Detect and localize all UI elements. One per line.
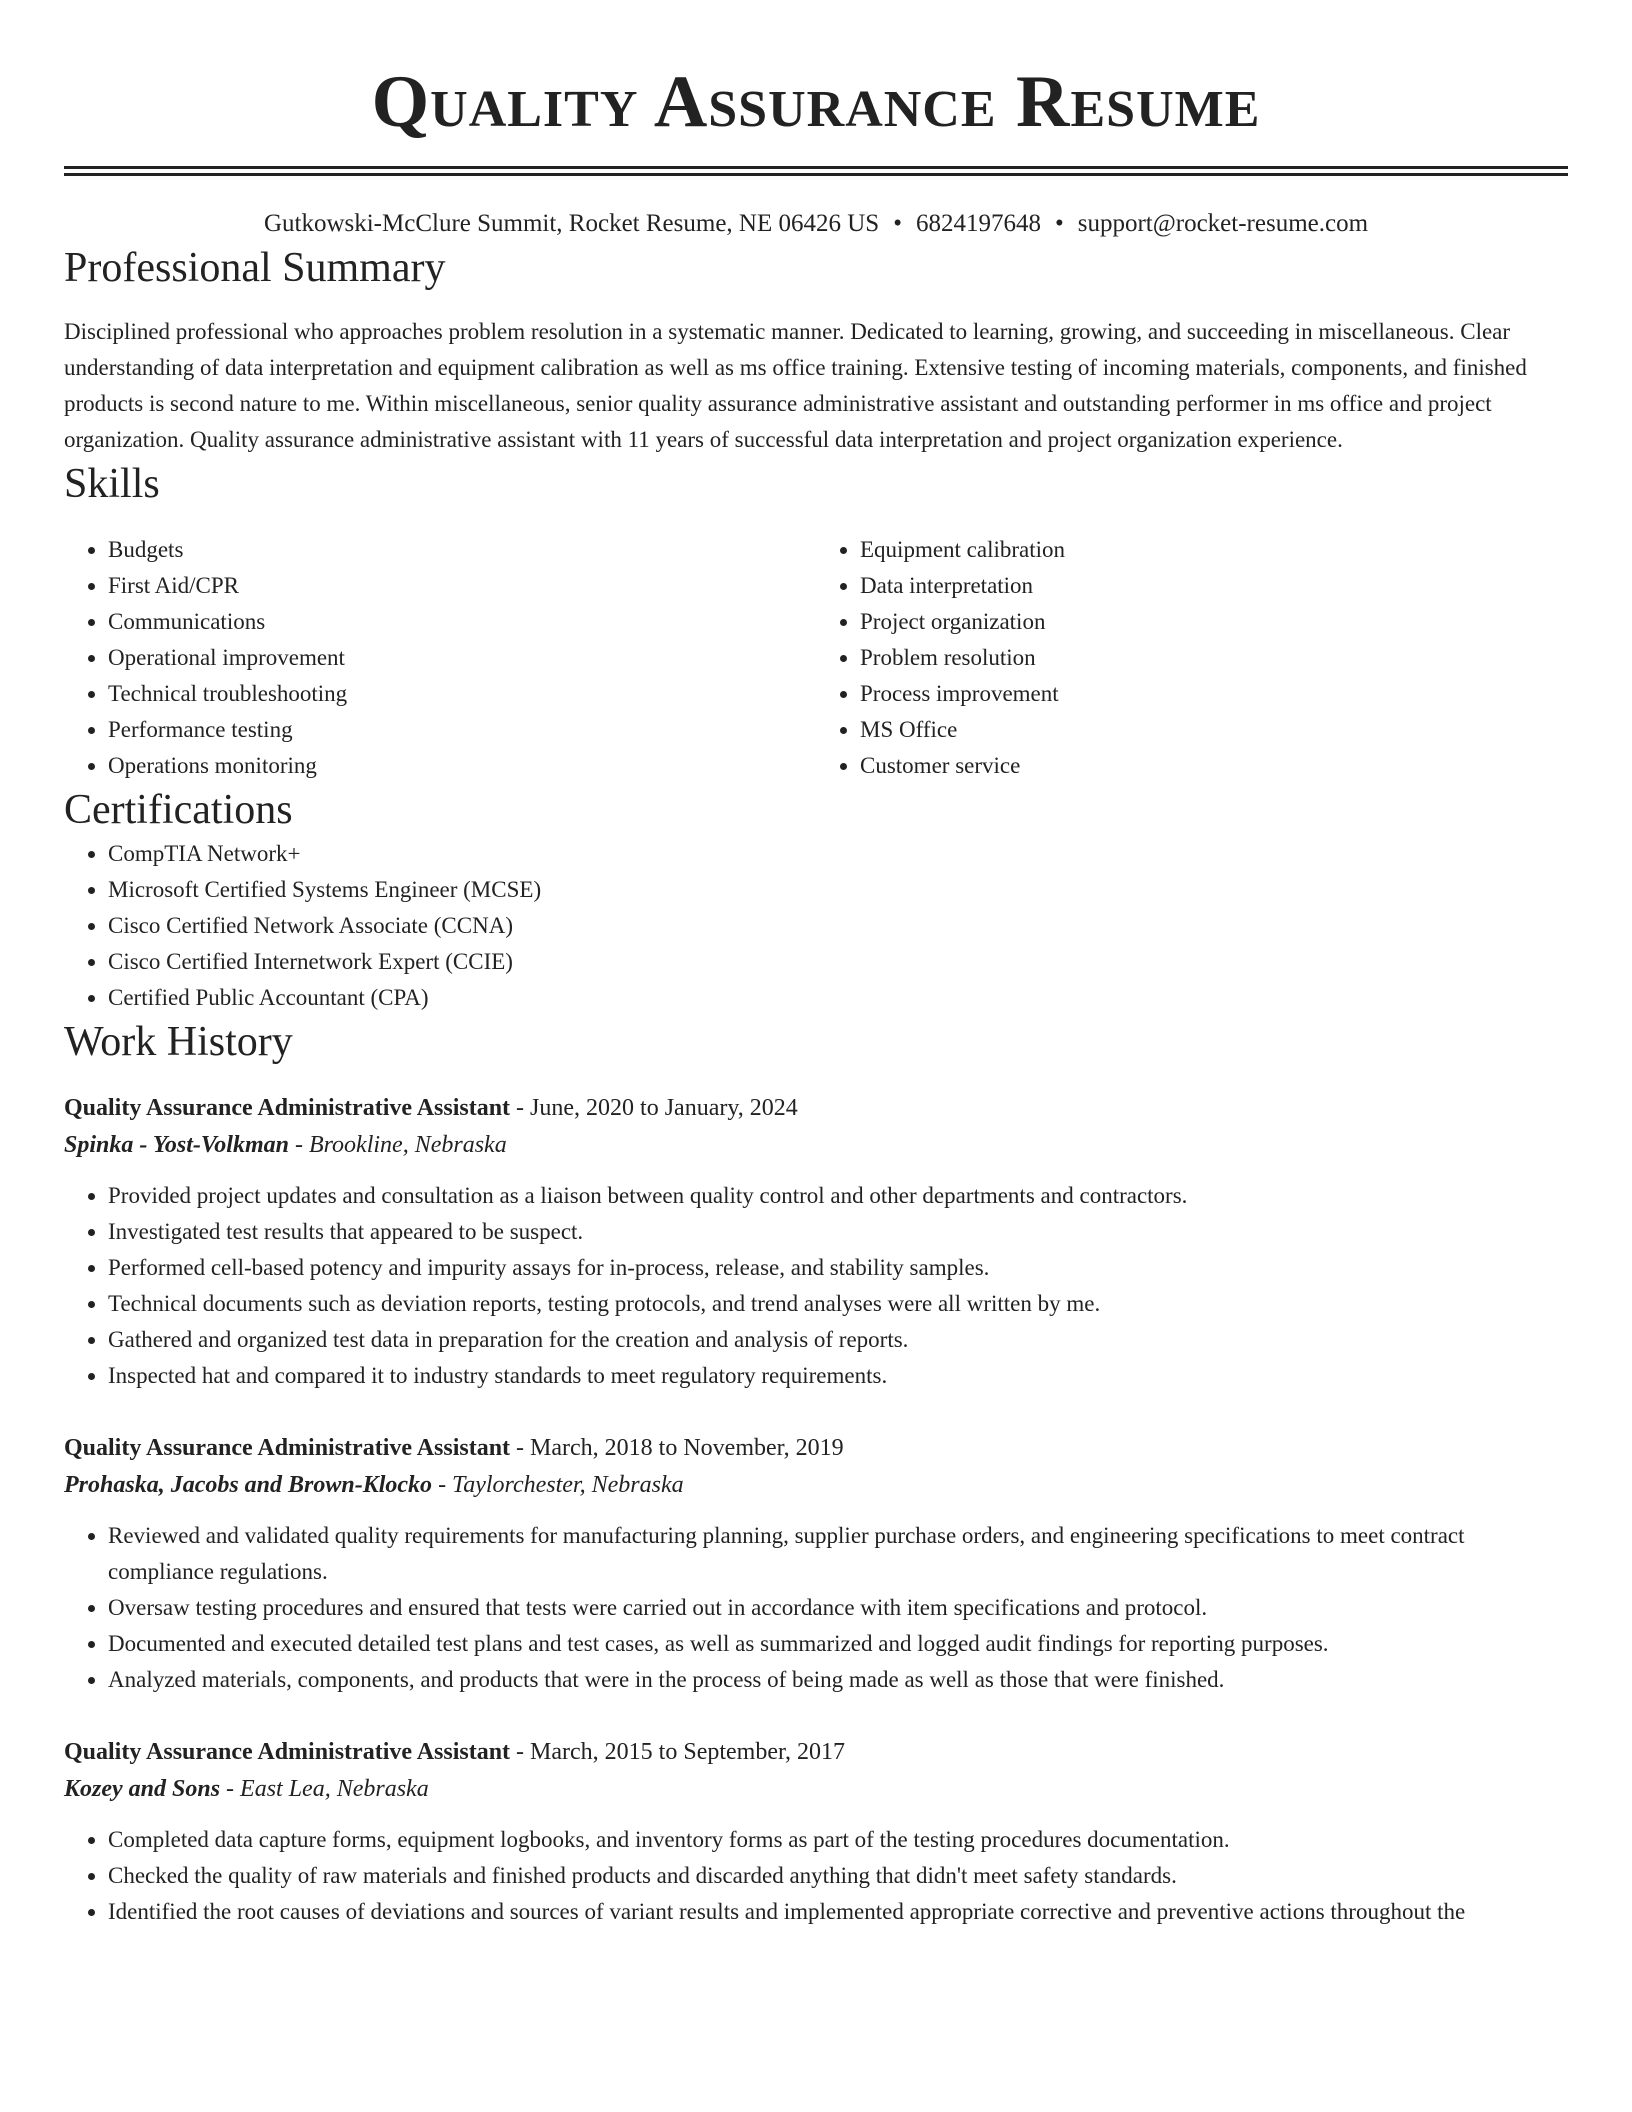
contact-email: support@rocket-resume.com [1077,210,1369,237]
page-title: Quality Assurance Resume [371,61,1261,143]
job-duty: • Inspected hat and compared it to industry standards to meet regulatory requirements. [108,1358,1568,1394]
skill-item: • Performance testing [108,712,816,748]
skill-item: • Process improvement [860,676,1568,712]
certifications-heading: Certifications [64,787,293,833]
job-duty: • Gathered and organized test data in preparation for the creation and analysis of reports. [108,1322,1568,1358]
contact-address: Gutkowski-McClure Summit, Rocket Resume, NE 06426 US [263,210,880,237]
skill-item: • Problem resolution [860,640,1568,676]
summary-heading: Professional Summary [64,245,446,291]
job-company: Spinka - Yost-Volkman [64,1132,289,1158]
certification-item: • Certified Public Accountant (CPA) [108,980,1568,1016]
skill-item: • Communications [108,604,816,640]
job-duty: • Checked the quality of raw materials and finished products and discarded anything that didn't meet safety standards. [108,1858,1568,1894]
job-company: Kozey and Sons [64,1776,221,1802]
skill-item: • First Aid/CPR [108,568,816,604]
job-duty: • Completed data capture forms, equipment logbooks, and inventory forms as part of the testing procedures documentation. [108,1822,1568,1858]
job-duty: • Provided project updates and consultation as a liaison between quality control and other departments and contractors. [108,1178,1568,1214]
job-duty: • Identified the root causes of deviations and sources of variant results and implemented appropriate corrective and preventive actions throughout the [108,1894,1568,1930]
contact-line [64,206,1568,242]
job-location: - Taylorchester, Nebraska [432,1472,684,1498]
skill-item: • Budgets [108,532,816,568]
skill-item: • Project organization [860,604,1568,640]
skill-item: • Equipment calibration [860,532,1568,568]
certifications-list [64,836,1568,1016]
job-title-line [64,1430,1568,1466]
skills-list-right [816,532,1568,784]
title-divider [64,166,1568,176]
job-role: Quality Assurance Administrative Assistant [64,1739,511,1765]
job-duty: • Documented and executed detailed test plans and test cases, as well as summarized and logged audit findings for reporting purposes. [108,1626,1568,1662]
skill-item: • Operational improvement [108,640,816,676]
job-duty: • Oversaw testing procedures and ensured that tests were carried out in accordance with item specifications and protocol. [108,1590,1568,1626]
skill-item: • Data interpretation [860,568,1568,604]
skills-list-left [64,532,816,784]
job-title-line [64,1734,1568,1770]
skills-heading: Skills [64,461,160,507]
job-duty: • Investigated test results that appeared to be suspect. [108,1214,1568,1250]
job-title-line [64,1090,1568,1126]
job-company: Prohaska, Jacobs and Brown-Klocko [64,1472,433,1498]
job-entry [64,1090,1568,1394]
job-role: Quality Assurance Administrative Assistant [64,1095,511,1121]
job-location: - East Lea, Nebraska [220,1776,429,1802]
job-dates: - June, 2020 to January, 2024 [510,1095,798,1121]
skill-item: • MS Office [860,712,1568,748]
job-duties-list [64,1518,1568,1698]
summary-text: Disciplined professional who approaches problem resolution in a systematic manner. Dedicated to learning, growing, and succeeding in miscellaneous. Clear understanding of data interpretation and equipment calibration as well as ms office training. Extensive testing of incoming materials, components, and finished products is second nature to me. Within miscellaneous, senior quality assurance administrative assistant and outstanding performer in ms office and project organization. Quality assurance administrative assistant with 11 years of successful data interpretation and project organization experience. [64,319,1527,452]
skill-item: • Technical troubleshooting [108,676,816,712]
job-dates: - March, 2015 to September, 2017 [510,1739,846,1765]
skill-item: • Customer service [860,748,1568,784]
job-duty: • Analyzed materials, components, and products that were in the process of being made as well as those that were finished. [108,1662,1568,1698]
job-duty: • Technical documents such as deviation reports, testing protocols, and trend analyses were all written by me. [108,1286,1568,1322]
contact-separator: • [893,210,902,237]
job-company-line [64,1466,1568,1504]
job-entry [64,1430,1568,1698]
job-entry [64,1734,1568,1930]
contact-separator: • [1054,210,1064,237]
job-duties-list [64,1178,1568,1394]
job-dates: - March, 2018 to November, 2019 [510,1435,844,1461]
certification-item: • Cisco Certified Network Associate (CCNA) [108,908,1568,944]
contact-phone: 6824197648 [915,210,1041,237]
job-duty: • Reviewed and validated quality requirements for manufacturing planning, supplier purchase orders, and engineering specifications to meet contract compliance regulations. [108,1518,1568,1590]
work-history-heading: Work History [64,1019,293,1065]
job-duty: • Performed cell-based potency and impurity assays for in-process, release, and stability samples. [108,1250,1568,1286]
resume-page [64,0,1568,1930]
job-company-line [64,1126,1568,1164]
skills-columns [64,532,1568,784]
certification-item: • Microsoft Certified Systems Engineer (MCSE) [108,872,1568,908]
job-role: Quality Assurance Administrative Assistant [64,1435,511,1461]
certification-item: • Cisco Certified Internetwork Expert (CCIE) [108,944,1568,980]
skill-item: • Operations monitoring [108,748,816,784]
job-company-line [64,1770,1568,1808]
job-duties-list [64,1822,1568,1930]
job-location: - Brookline, Nebraska [288,1132,507,1158]
certification-item: • CompTIA Network+ [108,836,1568,872]
